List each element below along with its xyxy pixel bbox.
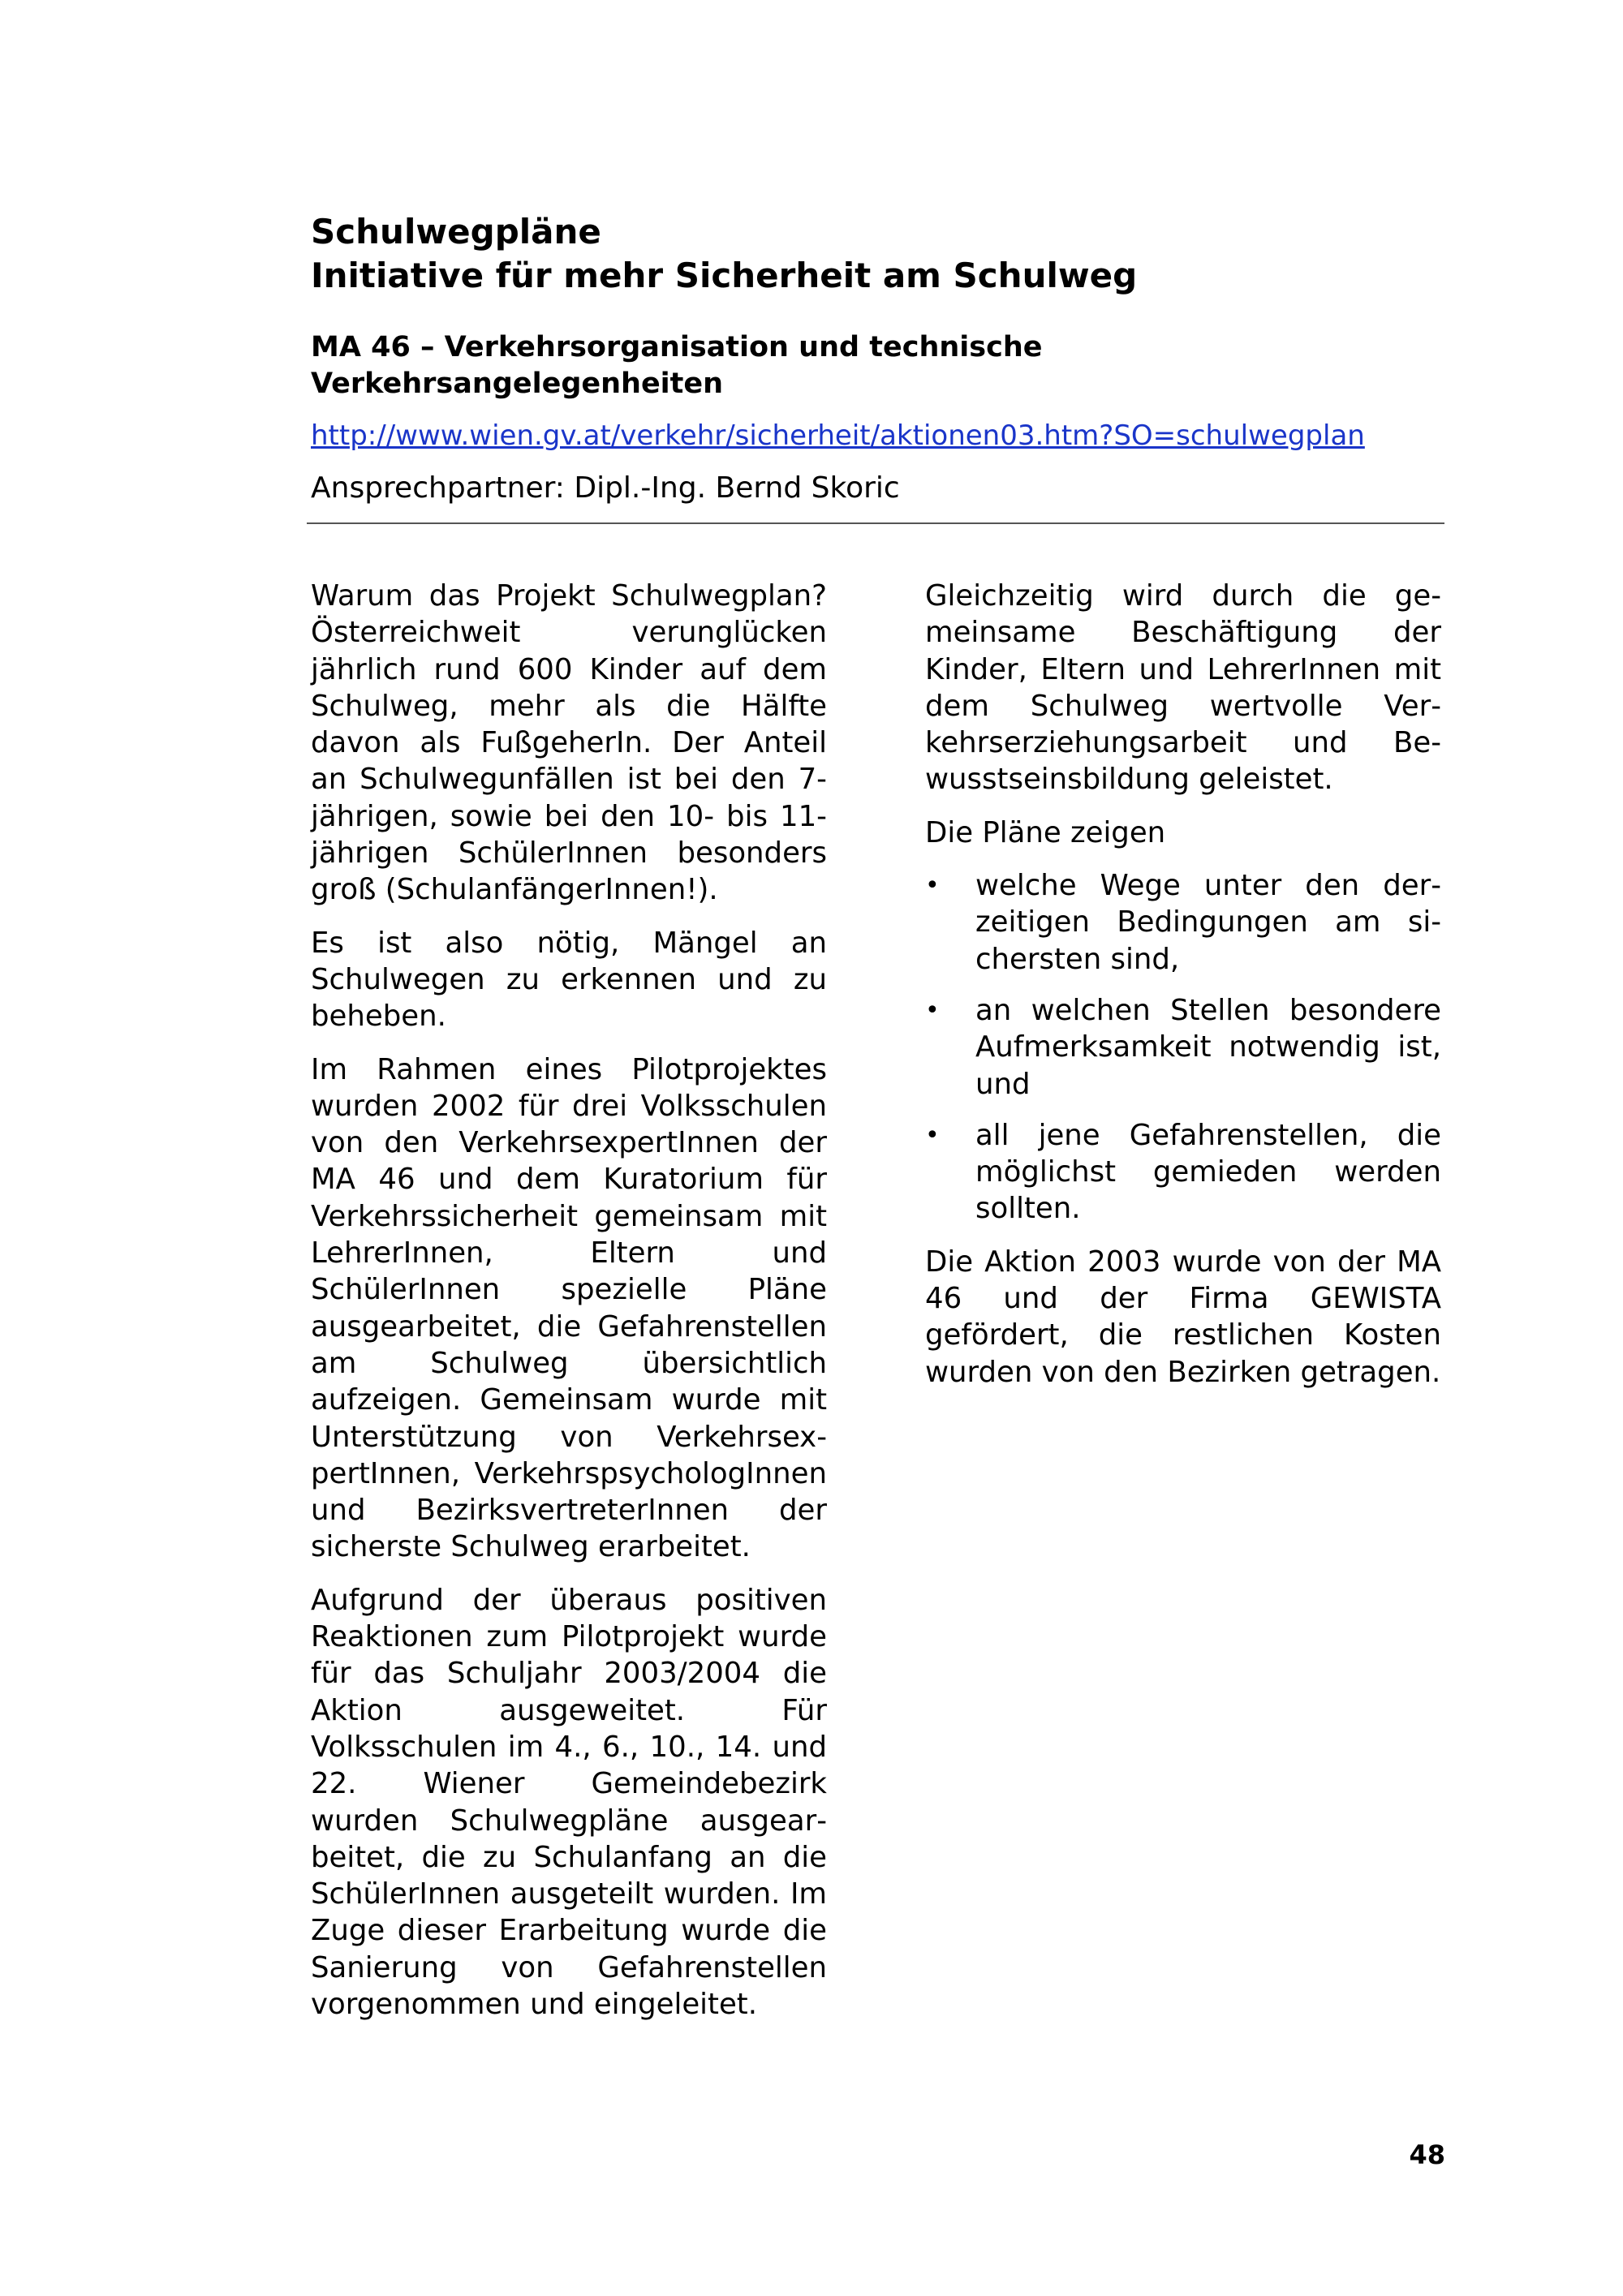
paragraph-why-project: Warum das Projekt Schulwegplan? Österreichweit verunglücken jährlich rund 600 Kinder auf dem Schulweg, mehr als die Hälfte davon als FußgeherIn. Der Anteil an Schulwegunfällen ist bei den 7-jährigen, sowie bei den 10- bis 11-jährigen SchülerInnen besonders groß (SchulanfängerInnen!). — [311, 579, 827, 907]
right-column — [925, 578, 1441, 1407]
paragraph-extension: Aufgrund der überaus positiven Reaktionen zum Pilotprojekt wurde für das Schuljahr 2003/2004 die Aktion ausgeweitet. Für Volksschulen im 4., 6., 10., 14. und 22. Wiener Gemeindebezirk wurden Schulwegpläne ausgearbeitet, die zu Schulanfang an die SchülerInnen ausgeteilt wurden. Im Zuge dieser Erarbeitung wurde die Sanierung von Gefahrenstellen vorgenommen und eingeleitet. — [311, 1583, 827, 2021]
paragraph-pilot-project: Im Rahmen eines Pilotprojektes wurden 2002 für drei Volksschulen von den VerkehrsexpertInnen der MA 46 und dem Kuratorium für Verkehrssicherheit gemeinsam mit LehrerInnen, Eltern und SchülerInnen spezielle Pläne ausgearbeitet, die Gefahrenstellen am Schulweg übersichtlich aufzeigen. Gemeinsam wurde mit Unterstützung von VerkehrsexpertInnen, VerkehrspsychologInnen und BezirksvertreterInnen der sicherste Schulweg erarbeitet. — [311, 1052, 827, 1564]
list-item-text: welche Wege unter den derzeitigen Bedingungen am sichersten sind, — [975, 869, 1441, 976]
page-number: 48 — [1409, 2139, 1445, 2170]
list-item — [925, 992, 1441, 1103]
list-item-text: an welchen Stellen besondere Aufmerksamkeit notwendig ist, und — [975, 993, 1441, 1101]
list-item — [925, 867, 1441, 978]
bullet-icon: • — [925, 1120, 940, 1150]
list-item-text: all jene Gefahrenstellen, die möglichst gemieden werden sollten. — [975, 1118, 1441, 1226]
page-title: Schulwegpläne — [311, 212, 601, 252]
list-heading: Die Pläne zeigen — [925, 815, 1166, 849]
left-column — [311, 578, 827, 2039]
bullet-icon: • — [925, 871, 940, 901]
contact-person: Ansprechpartner: Dipl.-Ing. Bernd Skoric — [311, 471, 900, 505]
page-subtitle: Initiative für mehr Sicherheit am Schulweg — [311, 256, 1138, 295]
paragraph-fix-deficits: Es ist also nötig, Mängel an Schulwegen zu erkennen und zu beheben. — [311, 926, 827, 1034]
header-divider — [307, 522, 1444, 524]
paragraph-funding: Die Aktion 2003 wurde von der MA 46 und der Firma GEWISTA gefördert, die restlichen Kosten wurden von den Bezirken getragen. — [925, 1245, 1441, 1389]
list-item — [925, 1117, 1441, 1228]
paragraph-traffic-education: Gleichzeitig wird durch die gemeinsame Beschäftigung der Kinder, Eltern und LehrerInnen mit dem Schulweg wertvolle Verkehrserziehungsarbeit und Bewusstseinsbildung geleistet. — [925, 579, 1441, 797]
bullet-icon: • — [925, 995, 940, 1025]
organization-heading: MA 46 – Verkehrsorganisation und technische Verkehrsangelegenheiten — [311, 331, 1043, 400]
plans-show-list — [925, 867, 1441, 1228]
project-url-link[interactable]: http://www.wien.gv.at/verkehr/sicherheit/aktionen03.htm?SO=schulwegplan — [311, 419, 1365, 452]
